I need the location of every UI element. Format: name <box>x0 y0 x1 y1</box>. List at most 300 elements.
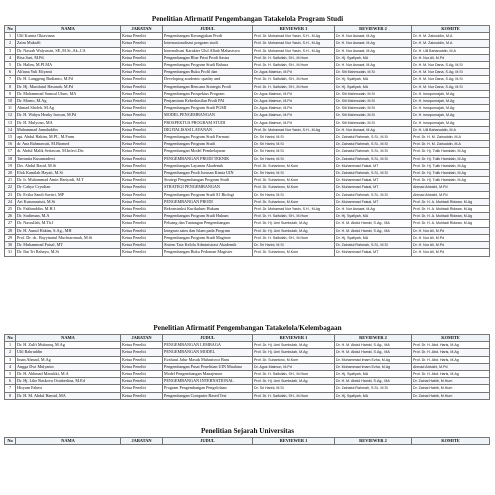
committee-cell: Dr. H. M. Nur Dana, S.Ag, M.Si <box>412 62 490 69</box>
title-cell: PENGEMBANGAN PRODI <box>163 198 253 205</box>
reviewer1-cell: Dr. Sri Harini, M.Si <box>253 170 335 177</box>
reviewer2-cell: Dr. Zainatul Rahmah, S.Si., M.Si <box>335 141 412 148</box>
no-cell: 9 <box>5 90 16 97</box>
committee-cell: Dr. H. M. Zainuddin, M.A <box>412 40 490 47</box>
table-row <box>5 177 490 184</box>
no-cell: 17 <box>5 148 16 155</box>
name-cell: Dr. H. M. Abdul Hamid, MA <box>16 392 121 399</box>
no-cell: 15 <box>5 134 16 141</box>
table-row <box>5 249 490 256</box>
committee-cell: Prof. Dr. H. M. Zainuddin, M.A <box>412 134 490 141</box>
reviewer2-cell: Dr. Muhammad Imam Ezha, M.Ag <box>335 363 412 370</box>
role-cell: Ketua Peneliti <box>121 249 163 256</box>
committee-cell: Dr. H. Nur Ali, M.Pd <box>412 234 490 241</box>
committee-cell: Dr. H. Isroqunnajah, M.Ag <box>412 98 490 105</box>
title-cell: PENGEMBANGAN MODEL <box>163 349 253 356</box>
table-header-row <box>5 335 490 342</box>
role-cell: Ketua Peneliti <box>121 47 163 54</box>
role-cell: Ketua Peneliti <box>121 126 163 133</box>
reviewer1-cell: Prof. Dr. Mohamad Nur Yasin, S.H., M.Ag <box>253 126 335 133</box>
section-2-title: Penelitian Afirmatif Pengembangan Tatakelola/Kelembagaan <box>153 324 342 332</box>
reviewer1-cell: Dr. Sri Harini, M.Si <box>253 148 335 155</box>
column-header-name: NAMA <box>16 438 121 445</box>
committee-cell: Dr. H. Nur Ali, M.Pd <box>412 249 490 256</box>
committee-cell: Prof. Dr. Hj. Tutik Hamidah, M.Ag <box>412 162 490 169</box>
reviewer2-cell: Dr. Hj. Syafiyah, MA <box>335 371 412 378</box>
role-cell: Ketua Peneliti <box>121 363 163 370</box>
table-row <box>5 69 490 76</box>
committee-cell: Prof. Dr. H. A. Muhtadi Ridwan, M.Ag <box>412 213 490 220</box>
reviewer2-cell: Dr. H. M. Abdul Hamid, S.Ag., MA <box>335 342 412 349</box>
table-row <box>5 105 490 112</box>
reviewer2-cell: Dr. Zainatul Rahmah, S.Si., M.Si <box>335 148 412 155</box>
committee-cell: Prof. Dr. Hj. Tutik Hamidah, M.Ag <box>412 177 490 184</box>
table-row <box>5 98 490 105</box>
role-cell: Ketua Peneliti <box>121 198 163 205</box>
table-row <box>5 371 490 378</box>
name-cell: Dr. H. Aunul Hakim, S.Ag., MH <box>16 227 121 234</box>
table-row <box>5 206 490 213</box>
reviewer1-cell: Prof. Dr. Suhartono, M.Kom <box>253 162 335 169</box>
title-cell: Internalisasi Karakter Ulul Albab Mahasiswa <box>163 47 253 54</box>
name-cell: Angga Dwi Mulyanto <box>16 363 121 370</box>
no-cell: 20 <box>5 170 16 177</box>
committee-cell: Dr. H. M. Nur Dana, S.Ag, M.Si <box>412 76 490 83</box>
no-cell: 3 <box>5 47 16 54</box>
no-cell: 21 <box>5 177 16 184</box>
committee-cell: Prof. Dr. H. Abd. Haris, M.Ag <box>412 349 490 356</box>
table-row <box>5 134 490 141</box>
table-row <box>5 342 490 349</box>
reviewer2-cell: Dr. H. Nur Asnawi, M.Ag <box>335 40 412 47</box>
title-cell: Pengembangan Kerangjakan Prodi <box>163 33 253 40</box>
role-cell: Ketua Peneliti <box>121 234 163 241</box>
committee-cell: Dr. H. Nur Ali, M.Pd <box>412 54 490 61</box>
committee-cell: Prof. Dr. H. A. Muhtadi Ridwan, M.Ag <box>412 206 490 213</box>
no-cell: 31 <box>5 249 16 256</box>
reviewer1-cell: Prof. Dr. Hj. Umi Sumbulah, M.Ag <box>253 378 335 385</box>
reviewer1-cell: Dr. Sri Harini, M.Si <box>253 242 335 249</box>
title-cell: Peluang dan Tantangan Pengembangan <box>163 220 253 227</box>
table-row <box>5 349 490 356</box>
role-cell: Ketua Peneliti <box>121 356 163 363</box>
name-cell: Dr. Sudirman, M.A <box>16 213 121 220</box>
title-cell: Integrasi sains dan Islam pada Program <box>163 227 253 234</box>
reviewer2-cell: Dr. Siti Mahmudah, M.Si <box>335 119 412 126</box>
name-cell: Elok Kamilah Hayati, M.Si <box>16 170 121 177</box>
section-3-title: Penelitian Sejarah Universitas <box>200 427 295 435</box>
reviewer2-cell: Dr. Siti Mahmudah, M.Si <box>335 69 412 76</box>
column-header-role: JABATAN <box>121 438 163 445</box>
reviewer2-cell: Dr. H. Nur Asnawi, M.Ag <box>335 126 412 133</box>
title-cell: Pengembangan Program Studi S1 Biologi <box>163 191 253 198</box>
name-cell: Zaim Mukaffi <box>16 40 121 47</box>
reviewer2-cell: Dr. Hj. Syafiyah, MA <box>335 83 412 90</box>
no-cell: 29 <box>5 234 16 241</box>
column-header-role: JABATAN <box>121 335 163 342</box>
table-row <box>5 191 490 198</box>
role-cell: Ketua Peneliti <box>121 83 163 90</box>
no-cell: 30 <box>5 242 16 249</box>
title-cell: PENGEMBANGAN PRODI TEKNIK <box>163 155 253 162</box>
name-cell: Dr. Marno, M.Ag <box>16 98 121 105</box>
reviewer2-cell: Dr. Zainatul Rahmah, S.Si., M.Si <box>335 191 412 198</box>
no-cell: 8 <box>5 83 16 90</box>
committee-cell: Dr. H. Ulil Baharuddin, M.A <box>412 126 490 133</box>
title-cell: Pengembangan Rencana Strategis Prodi <box>163 83 253 90</box>
reviewer2-cell: Dr. Hj. Syafiyah, MA <box>335 392 412 399</box>
reviewer2-cell: Dr. Hj. Syafiyah, MA <box>335 234 412 241</box>
table-row <box>5 363 490 370</box>
title-cell: Pengembangan Program Studi Magister <box>163 234 253 241</box>
committee-cell: Dr. H. M. Nur Dana, S.Ag, M.Si <box>412 83 490 90</box>
table-row <box>5 62 490 69</box>
title-cell: Pengembangan Buku Pedoman Magister <box>163 249 253 256</box>
no-cell: 7 <box>5 76 16 83</box>
no-cell: 6 <box>5 69 16 76</box>
committee-cell: Prof. Dr. H. Abd. Haris, M.Ag <box>412 356 490 363</box>
title-cell: DIGITALISASI LAYANAN <box>163 126 253 133</box>
reviewer2-cell: Dr. H. Nur Asnawi, M.Ag <box>335 62 412 69</box>
role-cell: Ketua Peneliti <box>121 170 163 177</box>
name-cell: Risa Sari, M.Pd. <box>16 54 121 61</box>
no-cell: 26 <box>5 213 16 220</box>
table-header-row <box>5 26 490 33</box>
table-row <box>5 162 490 169</box>
role-cell: Ketua Peneliti <box>121 342 163 349</box>
reviewer2-cell: Dr. Siti Mahmudah, M.Si <box>335 112 412 119</box>
reviewer2-cell: Dr. H. M. Abdul Hamid, S.Ag., MA <box>335 227 412 234</box>
table-header-row <box>5 438 490 445</box>
section-1-title: Penelitian Afirmatif Pengembangan Tatakelola Program Studi <box>151 15 344 23</box>
table-row <box>5 184 490 191</box>
reviewer1-cell: Prof. Dr. Suhartono, M.Kom <box>253 356 335 363</box>
role-cell: Ketua Peneliti <box>121 105 163 112</box>
role-cell: Ketua Peneliti <box>121 155 163 162</box>
column-header-reviewer1: REVIEWER 1 <box>253 26 335 33</box>
reviewer2-cell: Dr. H. M. Abdul Hamid, S.Ag., MA <box>335 349 412 356</box>
reviewer2-cell: Dr. Zainatul Rahmah, S.Si., M.Si <box>335 134 412 141</box>
no-cell: 28 <box>5 227 16 234</box>
reviewer1-cell: Prof. Dr. Suhartono, M.Kom <box>253 177 335 184</box>
reviewer1-cell: Dr. Agus Maimun, M.Pd <box>253 119 335 126</box>
no-cell: 16 <box>5 141 16 148</box>
committee-cell: Dr. H. Nur Ali, M.Pd <box>412 242 490 249</box>
no-cell: 3 <box>5 356 16 363</box>
committee-cell: Dr. H. Ulil Baharuddin, M.A <box>412 47 490 54</box>
table-row <box>5 378 490 385</box>
committee-cell: Prof. Dr. Hj. Tutik Hamidah, M.Ag <box>412 170 490 177</box>
section-3-table <box>4 437 490 445</box>
table-row <box>5 76 490 83</box>
reviewer1-cell: Dr. Agus Maimun, M.Pd <box>253 105 335 112</box>
name-cell: Ulil Bahruddin <box>16 349 121 356</box>
role-cell: Ketua Peneliti <box>121 220 163 227</box>
table-row <box>5 126 490 133</box>
table-row <box>5 40 490 47</box>
committee-cell: Dr. H. M. Zainuddin, M.A <box>412 33 490 40</box>
title-cell: Program Pengembangan Pengelolaan <box>163 385 253 392</box>
title-cell: Penjaminan Keberhasilan Prodi PAI <box>163 98 253 105</box>
column-header-reviewer2: REVIEWER 2 <box>335 26 412 33</box>
no-cell: 22 <box>5 184 16 191</box>
title-cell: Pengembangan Prospektus Program <box>163 90 253 97</box>
reviewer1-cell: Prof. Dr. Mohamad Nur Yasin, S.H., M.Ag <box>253 206 335 213</box>
name-cell: Muhammad Jamaluddin <box>16 126 121 133</box>
no-cell: 8 <box>5 392 16 399</box>
column-header-title: JUDUL <box>163 335 253 342</box>
reviewer1-cell: Prof. Dr. H. Saifullah, SH., M.Hum <box>253 83 335 90</box>
committee-cell: Prof. Dr. H. M. Zainuddin, M.A <box>412 141 490 148</box>
table-row <box>5 220 490 227</box>
role-cell: Ketua Peneliti <box>121 385 163 392</box>
table-row <box>5 90 490 97</box>
committee-cell: Prof. Dr. H. Abd. Haris, M.Ag <box>412 342 490 349</box>
column-header-role: JABATAN <box>121 26 163 33</box>
table-row <box>5 47 490 54</box>
committee-cell: Ahmad Abtokhi, M.Pd <box>412 363 490 370</box>
table-row <box>5 213 490 220</box>
title-cell: Strategi Pengembangan Program Studi <box>163 177 253 184</box>
no-cell: 4 <box>5 363 16 370</box>
table-row <box>5 119 490 126</box>
name-cell: Drs. Abdul Basid, M.Si <box>16 162 121 169</box>
reviewer1-cell: Dr. Agus Maimun, M.Pd <box>253 112 335 119</box>
committee-cell: Dr. H. Isroqunnajah, M.Ag <box>412 90 490 97</box>
reviewer2-cell: Dr. Muhammad Faisal, MT <box>335 184 412 191</box>
reviewer1-cell: Prof. Dr. H. Saifullah, SH., M.Hum <box>253 234 335 241</box>
title-cell: Evaluasi Jalur Masuk Mahasiswa Baru <box>163 356 253 363</box>
name-cell: Dr. Evika Sandi Savitri, MP <box>16 191 121 198</box>
table-row <box>5 54 490 61</box>
table-row <box>5 385 490 392</box>
role-cell: Ketua Peneliti <box>121 162 163 169</box>
no-cell: 12 <box>5 112 16 119</box>
role-cell: Ketua Peneliti <box>121 98 163 105</box>
role-cell: Ketua Peneliti <box>121 69 163 76</box>
reviewer1-cell: Prof. Dr. H. Saifullah, SH., M.Hum <box>253 76 335 83</box>
section-2-table <box>4 334 490 400</box>
table-row <box>5 148 490 155</box>
reviewer2-cell: Dr. Siti Mahmudah, M.Si <box>335 98 412 105</box>
committee-cell: Dr. H. M. Nur Dana, S.Ag, M.Si <box>412 69 490 76</box>
no-cell: 5 <box>5 62 16 69</box>
committee-cell: Dr. H. Isroqunnajah, M.Ag <box>412 105 490 112</box>
role-cell: Ketua Peneliti <box>121 184 163 191</box>
title-cell: MODEL PENGEMBANGAN <box>163 112 253 119</box>
section-1-table <box>4 25 490 257</box>
column-header-committee: KOMITE <box>412 335 490 342</box>
reviewer2-cell: Dr. Hj. Syafiyah, MA <box>335 54 412 61</box>
name-cell: Dr. H. Langgeng Budianto, M.Pd <box>16 76 121 83</box>
committee-cell: Dr. H. Isroqunnajah, M.Ag <box>412 119 490 126</box>
name-cell: Alfiana Yuli Efiyanti <box>16 69 121 76</box>
name-cell: apt. Abdul Hakim, M.PI., M.Farm <box>16 134 121 141</box>
no-cell: 13 <box>5 119 16 126</box>
table-row <box>5 234 490 241</box>
reviewer1-cell: Dr. Sri Harini, M.Si <box>253 385 335 392</box>
reviewer2-cell: Dr. Muhammad Faisal, MT <box>335 249 412 256</box>
name-cell: dr. Ana Rahmawati, M.Biomed <box>16 141 121 148</box>
reviewer1-cell: Prof. Dr. Suhartono, M.Kom <box>253 184 335 191</box>
role-cell: Ketua Peneliti <box>121 112 163 119</box>
title-cell: STRATEGI PENGEMBANGAN <box>163 184 253 191</box>
role-cell: Ketua Peneliti <box>121 378 163 385</box>
reviewer2-cell: Dr. H. M. Abdul Hamid, S.Ag., MA <box>335 220 412 227</box>
role-cell: Ketua Peneliti <box>121 206 163 213</box>
no-cell: 2 <box>5 40 16 47</box>
reviewer1-cell: Dr. Agus Maimun, M.Pd <box>253 90 335 97</box>
name-cell: Dr. H. Mulyono, MA <box>16 119 121 126</box>
name-cell: Iman Ahmad, M.Ag <box>16 356 121 363</box>
reviewer1-cell: Prof. Dr. Suhartono, M.Kom <box>253 249 335 256</box>
role-cell: Ketua Peneliti <box>121 76 163 83</box>
column-header-no: No <box>5 26 16 33</box>
reviewer1-cell: Prof. Dr. Suhartono, M.Kom <box>253 198 335 205</box>
name-cell: Hisyam Fahmi <box>16 385 121 392</box>
name-cell: Tarranita Kusumadewi <box>16 155 121 162</box>
role-cell: Ketua Peneliti <box>121 54 163 61</box>
table-row <box>5 33 490 40</box>
name-cell: Dr. Fakhruddin, M.H.I <box>16 206 121 213</box>
no-cell: 25 <box>5 206 16 213</box>
no-cell: 23 <box>5 191 16 198</box>
table-row <box>5 198 490 205</box>
reviewer2-cell: Dr. Muhammad Faisal, MT <box>335 198 412 205</box>
role-cell: Ketua Peneliti <box>121 33 163 40</box>
no-cell: 24 <box>5 198 16 205</box>
title-cell: Rekonstruksi Kurikulum Hukum <box>163 206 253 213</box>
name-cell: Dr. Hj. Like Raskova Octaberlina, M.Ed <box>16 378 121 385</box>
no-cell: 27 <box>5 220 16 227</box>
title-cell: Pengembangan Buku Profil dan <box>163 69 253 76</box>
reviewer1-cell: Prof. Dr. Mohamad Nur Yasin, S.H., M.Ag <box>253 40 335 47</box>
reviewer1-cell: Dr. Agus Maimun, M.Pd <box>253 363 335 370</box>
column-header-title: JUDUL <box>163 438 253 445</box>
role-cell: Ketua Peneliti <box>121 90 163 97</box>
name-cell: Dr. H. Zulfi Mubaraq, M.Ag <box>16 342 121 349</box>
table-row <box>5 242 490 249</box>
column-header-no: No <box>5 335 16 342</box>
reviewer2-cell: Dr. Muhammad Faisal, MT <box>335 177 412 184</box>
no-cell: 18 <box>5 155 16 162</box>
name-cell: Dr. Nasrah Walyassin, SE.,M.Si.,Ak.,CA <box>16 47 121 54</box>
title-cell: Pengembangan Blue Print Prodi Sastra <box>163 54 253 61</box>
no-cell: 19 <box>5 162 16 169</box>
column-header-committee: KOMITE <box>412 438 490 445</box>
name-cell: Dr. Mohammad Samsul Ulum, MA <box>16 90 121 97</box>
role-cell: Ketua Peneliti <box>121 242 163 249</box>
table-row <box>5 227 490 234</box>
reviewer2-cell: Dr. Muhammad Faisal, MT <box>335 162 412 169</box>
no-cell: 1 <box>5 33 16 40</box>
reviewer1-cell: Dr. Sri Harini, M.Si <box>253 155 335 162</box>
no-cell: 14 <box>5 126 16 133</box>
reviewer1-cell: Prof. Dr. Hj. Umi Sumbulah, M.Ag <box>253 342 335 349</box>
reviewer1-cell: Prof. Dr. H. Saifullah, SH., M.Hum <box>253 371 335 378</box>
role-cell: Ketua Peneliti <box>121 134 163 141</box>
no-cell: 5 <box>5 371 16 378</box>
title-cell: Pengembangan Model Pembelajaran <box>163 148 253 155</box>
title-cell: Sistem Tata Kelola Administrasi Akademik <box>163 242 253 249</box>
committee-cell: Dr. Zainal Habib, M.Hum <box>412 392 490 399</box>
role-cell: Ketua Peneliti <box>121 392 163 399</box>
committee-cell: Ahmad Abtokhi, M.Pd <box>412 191 490 198</box>
table-row <box>5 112 490 119</box>
title-cell: Pengembangan Program Studi Farmasi <box>163 134 253 141</box>
reviewer1-cell: Prof. Dr. H. Saifullah, SH., M.Hum <box>253 62 335 69</box>
reviewer2-cell: Dr. Zainatul Rahmah, S.Si., M.Si <box>335 385 412 392</box>
reviewer2-cell: Dr. Muhammad Imam Ezha, M.Ag <box>335 356 412 363</box>
no-cell: 1 <box>5 342 16 349</box>
column-header-name: NAMA <box>16 335 121 342</box>
title-cell: Pengembangan Pusat Penelitian UIN Maulana <box>163 363 253 370</box>
no-cell: 11 <box>5 105 16 112</box>
reviewer1-cell: Dr. Agus Maimun, M.Pd <box>253 69 335 76</box>
title-cell: Developing academic quality and <box>163 76 253 83</box>
reviewer1-cell: Prof. Dr. Hj. Umi Sumbulah, M.Ag <box>253 349 335 356</box>
role-cell: Ketua Peneliti <box>121 191 163 198</box>
committee-cell: Ahmad Abtokhi, M.Pd <box>412 184 490 191</box>
column-header-no: No <box>5 438 16 445</box>
committee-cell: Prof. Dr. H. A. Muhtadi Ridwan, M.Ag <box>412 198 490 205</box>
title-cell: Pengembangan Computer Based Test <box>163 392 253 399</box>
table-row <box>5 83 490 90</box>
name-cell: Dr. H. Wahyu Henky Irawan, M.Pd <box>16 112 121 119</box>
reviewer1-cell: Prof. Dr. H. Saifullah, SH., M.Hum <box>253 213 335 220</box>
reviewer2-cell: Dr. H. Nur Asnawi, M.Ag <box>335 47 412 54</box>
reviewer1-cell: Prof. Dr. Hj. Umi Sumbulah, M.Ag <box>253 220 335 227</box>
role-cell: Ketua Peneliti <box>121 177 163 184</box>
name-cell: Dr. Hj. Munifatul Hasanah, M.Pd <box>16 83 121 90</box>
reviewer1-cell: Prof. Dr. Mohamad Nur Yasin, S.H., M.Ag <box>253 33 335 40</box>
role-cell: Ketua Peneliti <box>121 213 163 220</box>
committee-cell: Dr. H. Isroqunnajah, M.Ag <box>412 112 490 119</box>
name-cell: Dr. Halim, M.PI.MA <box>16 62 121 69</box>
committee-cell: Prof. Dr. H. Abd. Haris, M.Ag <box>412 371 490 378</box>
role-cell: Ketua Peneliti <box>121 148 163 155</box>
title-cell: Pengembangan Prodi Jurusan Kimia UIN <box>163 170 253 177</box>
role-cell: Ketua Peneliti <box>121 349 163 356</box>
committee-cell: Dr. H. Nur Ali, M.Pd <box>412 227 490 234</box>
role-cell: Ketua Peneliti <box>121 371 163 378</box>
no-cell: 10 <box>5 98 16 105</box>
reviewer2-cell: Dr. Zainatul Rahmah, S.Si., M.Si <box>335 170 412 177</box>
title-cell: Pengembangan Program Studi Hukum <box>163 213 253 220</box>
no-cell: 7 <box>5 385 16 392</box>
name-cell: dr. Abdul Malik Setiawan, M.Infect.Dis <box>16 148 121 155</box>
table-row <box>5 392 490 399</box>
role-cell: Ketua Peneliti <box>121 141 163 148</box>
title-cell: Model Pengembangan Manajemen <box>163 371 253 378</box>
no-cell: 4 <box>5 54 16 61</box>
reviewer1-cell: Dr. Sri Harini, M.Si <box>253 191 335 198</box>
name-cell: Dr. Muhammad Faisal, MT <box>16 242 121 249</box>
table-row <box>5 141 490 148</box>
name-cell: Ulil Kurnia Oktaviana <box>16 33 121 40</box>
role-cell: Ketua Peneliti <box>121 227 163 234</box>
column-header-name: NAMA <box>16 26 121 33</box>
committee-cell: Prof. Dr. Hj. Tutik Hamidah, M.Ag <box>412 155 490 162</box>
committee-cell: Prof. Dr. H. A. Muhtadi Ridwan, M.Ag <box>412 220 490 227</box>
role-cell: Ketua Peneliti <box>121 62 163 69</box>
role-cell: Ketua Peneliti <box>121 119 163 126</box>
title-cell: Pengembangan Program Studi <box>163 141 253 148</box>
committee-cell: Prof. Dr. Hj. Tutik Hamidah, M.Ag <box>412 148 490 155</box>
title-cell: Pengembangan Program Studi Bahasa <box>163 62 253 69</box>
name-cell: Ari Kusumastuti, M.Si <box>16 198 121 205</box>
reviewer2-cell: Dr. H. Nur Asnawi, M.Ag <box>335 206 412 213</box>
